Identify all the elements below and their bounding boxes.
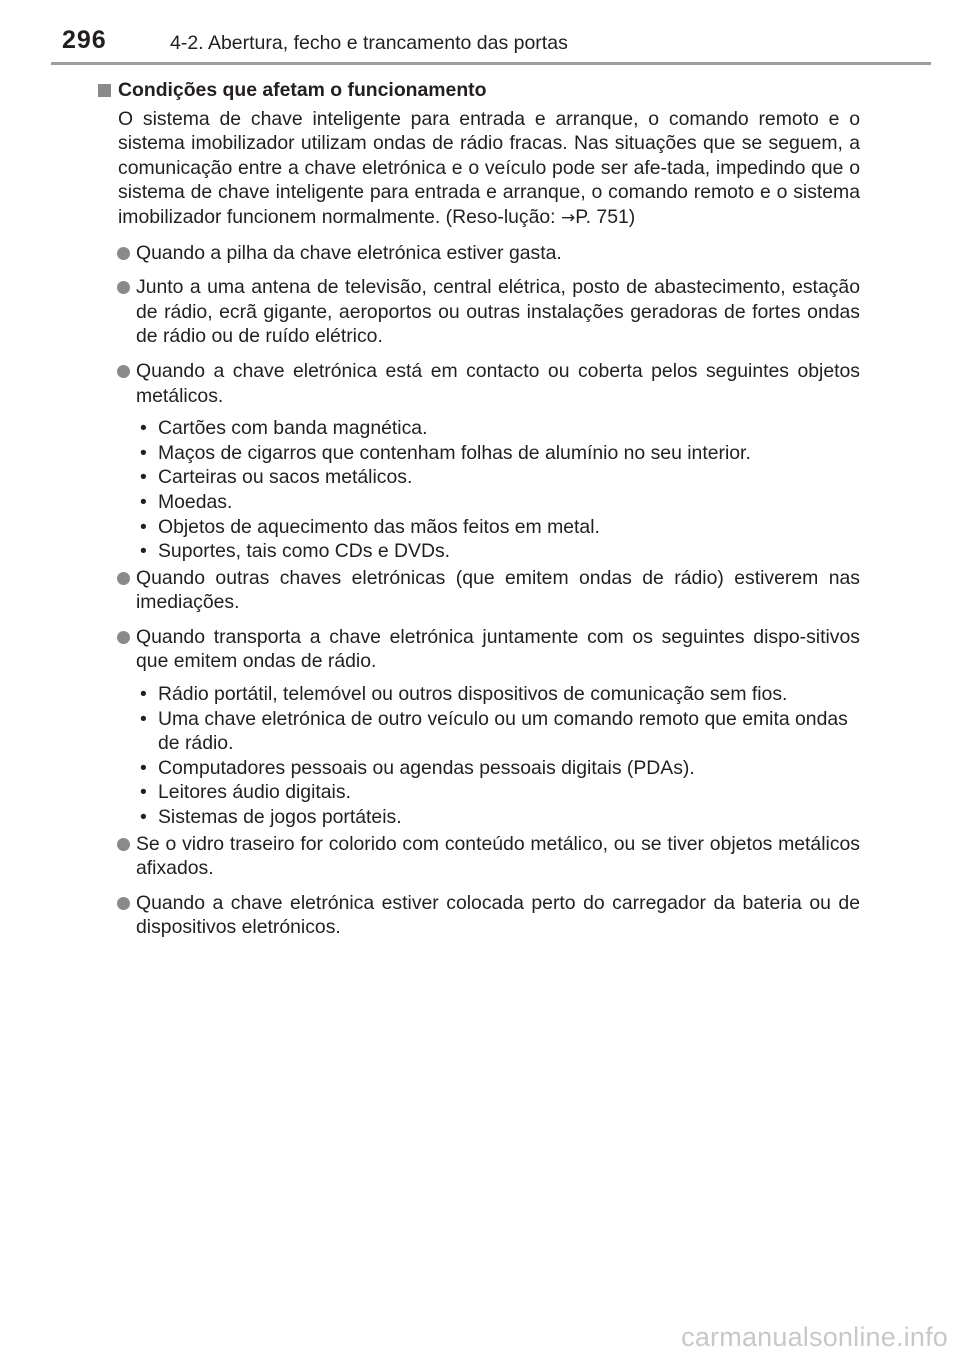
circle-bullet-icon <box>117 838 130 851</box>
intro-text: O sistema de chave inteligente para entrada e arranque, o comando remoto e o sistema imobilizador utilizam ondas de rádio fracas. Nas situações que se seguem, a comunicação entre a chave eletrónica e o veículo pode ser afe-tada, impedindo que o sistema de chave inteligente para entrada e arranque, o comando remoto e o sistema imobilizador funcionem normalmente. (Reso-lução: <box>118 107 860 228</box>
condition-item <box>98 241 860 266</box>
list-item-text: Cartões com banda magnética. <box>158 417 428 440</box>
list-item-text: Leitores áudio digitais. <box>158 781 351 804</box>
condition-text: Se o vidro traseiro for colorido com conteúdo metálico, ou se tiver objetos metálicos afixados. <box>136 832 860 880</box>
circle-bullet-icon <box>117 572 130 585</box>
condition-text: Quando transporta a chave eletrónica juntamente com os seguintes dispo-sitivos que emitem ondas de rádio. <box>136 625 860 673</box>
bullet-icon: • <box>140 781 147 804</box>
watermark: carmanualsonline.info <box>681 1322 948 1352</box>
list-item-text: Uma chave eletrónica de outro veículo ou um comando remoto que emita ondas de rádio. <box>158 707 848 755</box>
bullet-icon: • <box>140 441 147 464</box>
square-bullet-icon <box>98 84 111 97</box>
condition-text: Junto a uma antena de televisão, central elétrica, posto de abastecimento, estação de rádio, ecrã gigante, aeroportos ou outras instalações geradoras de fortes ondas de rádio ou de ruído elétrico. <box>136 276 860 348</box>
bullet-icon: • <box>140 466 147 489</box>
list-item-text: Moedas. <box>158 490 233 513</box>
condition-item <box>98 625 860 674</box>
bullet-icon: • <box>140 756 147 779</box>
list-item <box>98 441 860 466</box>
condition-item <box>98 275 860 349</box>
list-item <box>98 756 860 781</box>
list-item <box>98 465 860 490</box>
condition-item <box>98 891 860 940</box>
page-header <box>0 0 960 66</box>
condition-item <box>98 832 860 881</box>
circle-bullet-icon <box>117 897 130 910</box>
page-reference-link[interactable]: P. 751) <box>575 205 636 228</box>
circle-bullet-icon <box>117 365 130 378</box>
page-content <box>98 78 860 940</box>
condition-text: Quando a chave eletrónica estiver colocada perto do carregador da bateria ou de dispositivos eletrónicos. <box>136 891 860 939</box>
condition-text: Quando a chave eletrónica está em contacto ou coberta pelos seguintes objetos metálicos. <box>136 359 860 407</box>
list-item <box>98 707 860 756</box>
list-item-text: Computadores pessoais ou agendas pessoais digitais (PDAs). <box>158 756 695 779</box>
condition-text: Quando a pilha da chave eletrónica estiver gasta. <box>136 241 562 264</box>
circle-bullet-icon <box>117 281 130 294</box>
bullet-icon: • <box>140 683 147 706</box>
list-item <box>98 805 860 830</box>
bullet-icon: • <box>140 540 147 563</box>
circle-bullet-icon <box>117 631 130 644</box>
list-item-text: Suportes, tais como CDs e DVDs. <box>158 540 451 563</box>
header-divider <box>51 62 931 65</box>
condition-item <box>98 359 860 408</box>
section-heading-text: Condições que afetam o funcionamento <box>118 79 487 101</box>
condition-text: Quando outras chaves eletrónicas (que emitem ondas de rádio) estiverem nas imediações. <box>136 566 860 614</box>
list-item-text: Sistemas de jogos portáteis. <box>158 806 402 829</box>
section-title: 4-2. Abertura, fecho e trancamento das portas <box>170 32 568 54</box>
list-item <box>98 539 860 564</box>
bullet-icon: • <box>140 515 147 538</box>
list-item-text: Maços de cigarros que contenham folhas de alumínio no seu interior. <box>158 441 751 464</box>
list-item-text: Objetos de aquecimento das mãos feitos em metal. <box>158 515 600 538</box>
list-item <box>98 416 860 441</box>
list-item <box>98 682 860 707</box>
page-number: 296 <box>62 26 107 54</box>
bullet-icon: • <box>140 490 147 513</box>
intro-paragraph <box>118 107 860 231</box>
metal-objects-list <box>98 416 860 564</box>
circle-bullet-icon <box>117 247 130 260</box>
bullet-icon: • <box>140 707 147 730</box>
bullet-icon: • <box>140 417 147 440</box>
condition-item <box>98 566 860 615</box>
radio-devices-list <box>98 682 860 830</box>
section-heading <box>98 78 860 103</box>
list-item-text: Rádio portátil, telemóvel ou outros dispositivos de comunicação sem fios. <box>158 683 788 706</box>
arrow-right-icon: → <box>560 207 576 228</box>
list-item <box>98 515 860 540</box>
list-item <box>98 490 860 515</box>
bullet-icon: • <box>140 806 147 829</box>
list-item <box>98 780 860 805</box>
list-item-text: Carteiras ou sacos metálicos. <box>158 466 413 489</box>
